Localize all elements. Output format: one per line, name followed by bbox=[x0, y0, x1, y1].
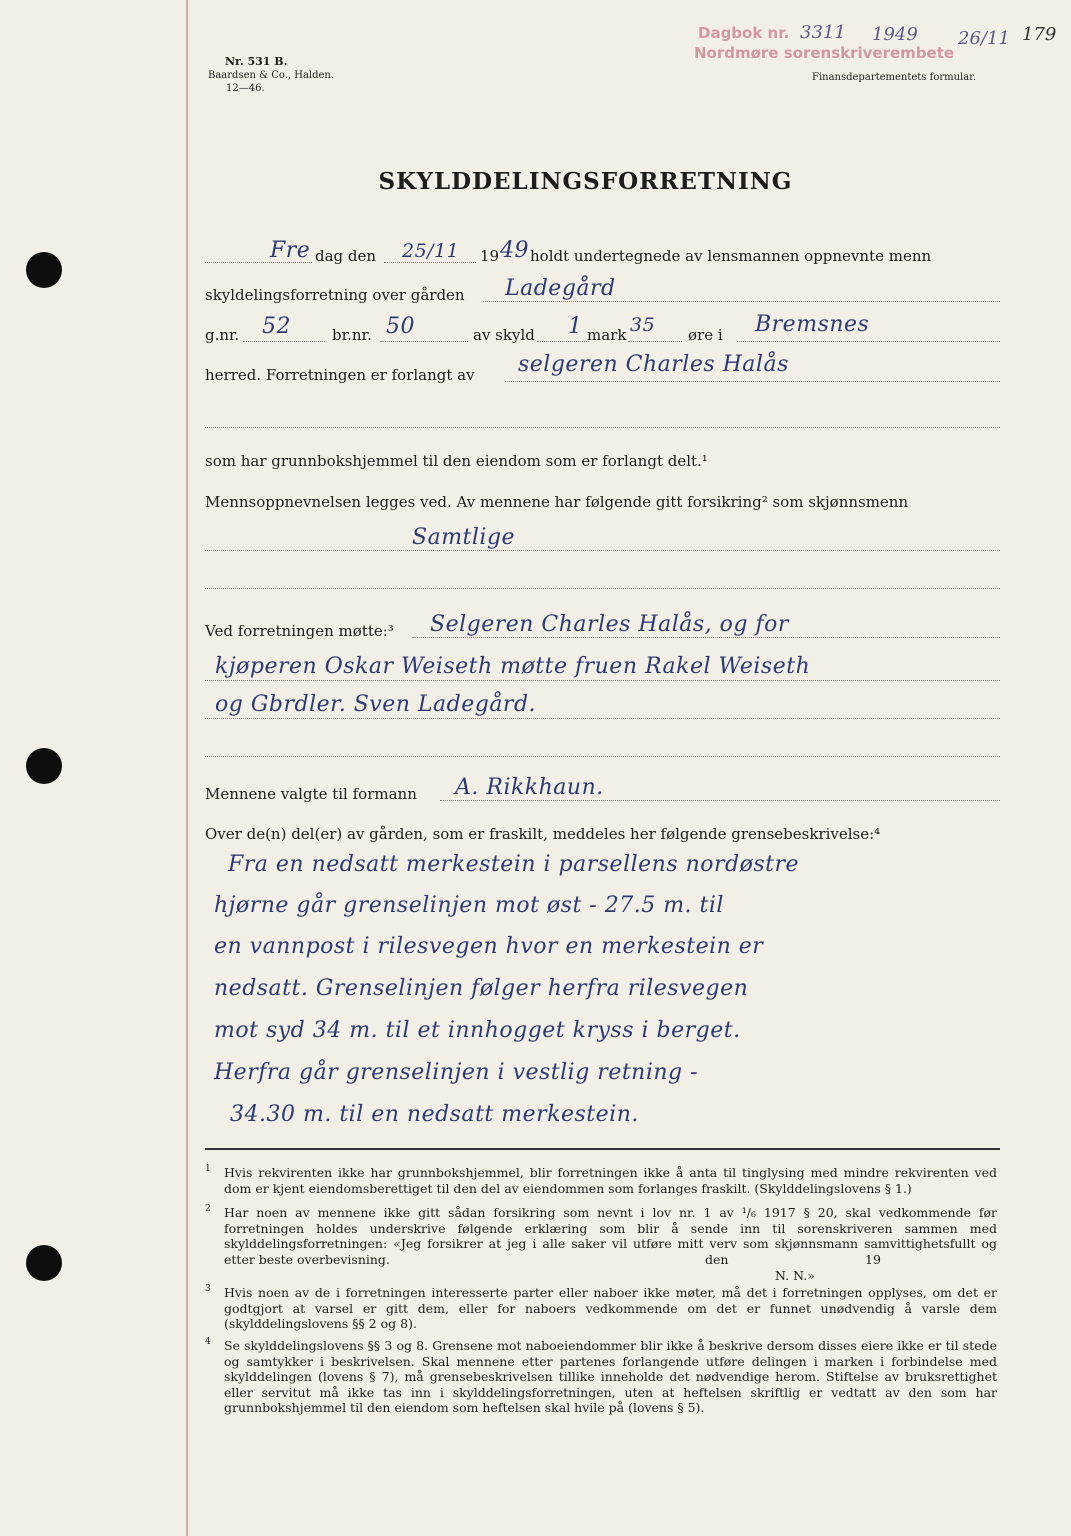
mark-field: 1 bbox=[568, 314, 583, 339]
footnote-number: 3 bbox=[205, 1284, 211, 1294]
boundary-line: Herfra går grenselinjen i vestlig retning - bbox=[214, 1060, 699, 1085]
footnote-text: Har noen av mennene ikke gitt sådan forsikring som nevnt i lov nr. 1 av ¹/₆ 1917 § 20, skal vedkommende før forretningen holdes underskrive følgende erklæring som blir å sende inn til sorenskriveren sammen med skylddelingsforretningen: «Jeg forsikrer at jeg i alle saker vil utføre mitt verv som skjønnsmann samvittighetsfullt og etter beste overbevisning. bbox=[224, 1205, 997, 1267]
attended-line-1: Selgeren Charles Halås, og for bbox=[430, 612, 789, 637]
punch-hole bbox=[26, 252, 62, 288]
footnote bbox=[205, 1165, 997, 1196]
footnote-nn: N. N.» bbox=[775, 1268, 815, 1283]
boundary-line: hjørne går grenselinjen mot øst - 27.5 m. til bbox=[214, 893, 724, 918]
footnote-rule bbox=[205, 1148, 1000, 1150]
punch-hole bbox=[26, 1245, 62, 1281]
year-field: 49 bbox=[500, 238, 529, 263]
grense-label: Over de(n) del(er) av gården, som er fraskilt, meddeles her følgende grensebeskrivelse:⁴ bbox=[205, 825, 881, 843]
footnote-den: den bbox=[705, 1252, 729, 1267]
ore-field: 35 bbox=[630, 314, 656, 336]
footnote bbox=[205, 1285, 997, 1332]
punch-hole bbox=[26, 748, 62, 784]
herred-label: herred. Forretningen er forlangt av bbox=[205, 366, 475, 384]
footnote-text: Se skylddelingslovens §§ 3 og 8. Grensene mot naboeiendommer blir ikke å beskrive dersom disses eiere ikke er til stede og samtykker i beskrivelsen. Skal mennene etter partenes forlangende utføre delingen i marken i forbindelse med skylddelingen (lovens § 7), må grensebeskrivelsen tillike inneholde det nødvendige herom. Stiftelse av bruksrettighet eller servitut må ikke tas inn i skylddelingsforretningen, uten at heftelsen skriftlig er vedtatt av den som har grunnbokshjemmel til den eiendom som heftelsen skal hvile på (lovens § 5). bbox=[224, 1338, 997, 1415]
form-number: Nr. 531 B. bbox=[225, 55, 288, 68]
date-field: 25/11 bbox=[402, 240, 460, 262]
stamp-year: 1949 bbox=[872, 24, 918, 45]
year-prefix: 19 bbox=[480, 247, 500, 265]
farm-name: Ladegård bbox=[505, 276, 616, 301]
holdt-text: holdt undertegnede av lensmannen oppnevnte menn bbox=[530, 247, 932, 265]
requested-by: selgeren Charles Halås bbox=[518, 352, 789, 377]
formann-label: Mennene valgte til formann bbox=[205, 785, 417, 803]
menn-text: Mennsoppnevnelsen legges ved. Av mennene har følgende gitt forsikring² som skjønnsmenn bbox=[205, 493, 909, 511]
gnr-field: 52 bbox=[262, 314, 291, 339]
boundary-line: mot syd 34 m. til et innhogget kryss i berget. bbox=[214, 1018, 741, 1043]
footnote-number: 4 bbox=[205, 1337, 211, 1347]
attended-line-3: og Gbrdler. Sven Ladegård. bbox=[215, 692, 537, 717]
margin-line bbox=[186, 0, 188, 1536]
footnote-text: Hvis rekvirenten ikke har grunnbokshjemmel, blir forretningen ikke å anta til tinglysing med mindre rekvirenten ved dom er kjent eiendomsberettiget til den del av eiendommen som forlanges fraskilt. (Skylddelingslovens § 1.) bbox=[224, 1165, 997, 1196]
boundary-line: 34.30 m. til en nedsatt merkestein. bbox=[230, 1102, 639, 1127]
footnote-number: 2 bbox=[205, 1204, 211, 1214]
stamp-line-2: Nordmøre sorenskriverembete bbox=[694, 44, 955, 62]
boundary-line: en vannpost i rilesvegen hvor en merkestein er bbox=[214, 934, 764, 959]
footnote-number: 1 bbox=[205, 1164, 211, 1174]
grunnbok-text: som har grunnbokshjemmel til den eiendom som er forlangt delt.¹ bbox=[205, 452, 708, 470]
mark-label: mark bbox=[587, 326, 627, 344]
attended-line-2: kjøperen Oskar Weiseth møtte fruen Rakel Weiseth bbox=[215, 654, 811, 679]
brnr-label: br.nr. bbox=[332, 326, 372, 344]
page-title: SKYLDDELINGSFORRETNING bbox=[378, 168, 793, 195]
print-date: 12—46. bbox=[226, 83, 265, 94]
brnr-field: 50 bbox=[386, 314, 415, 339]
printer: Baardsen & Co., Halden. bbox=[208, 70, 335, 81]
municipality: Bremsnes bbox=[755, 312, 870, 337]
footnote-text: Hvis noen av de i forretningen interesserte parter eller naboer ikke møter, må det i forretningen opplyses, om det er godtgjort at varsel er gitt dem, eller for naboers vedkommende om det er funnet unødvendig å varsle dem (skylddelingslovens §§ 2 og 8). bbox=[224, 1285, 997, 1331]
issuer: Finansdepartementets formular. bbox=[812, 72, 977, 83]
footnote bbox=[205, 1338, 997, 1416]
stamp-page: 179 bbox=[1022, 24, 1057, 45]
dag-den-label: dag den bbox=[315, 247, 377, 265]
footnote-19: 19 bbox=[865, 1252, 881, 1267]
stamp-date: 26/11 bbox=[958, 28, 1010, 49]
insurers: Samtlige bbox=[412, 525, 516, 550]
chairman: A. Rikkhaun. bbox=[455, 775, 604, 800]
stamp-number: 3311 bbox=[800, 22, 846, 43]
stamp-line-1: Dagbok nr. bbox=[698, 24, 790, 42]
boundary-line: Fra en nedsatt merkestein i parsellens nordøstre bbox=[228, 852, 800, 877]
av-skyld-label: av skyld bbox=[473, 326, 535, 344]
gnr-label: g.nr. bbox=[205, 326, 240, 344]
day-prefix: Fre bbox=[270, 238, 311, 263]
ore-label: øre i bbox=[688, 326, 723, 344]
motte-label: Ved forretningen møtte:³ bbox=[205, 622, 394, 640]
over-garden-label: skyldelingsforretning over gården bbox=[205, 286, 465, 304]
boundary-line: nedsatt. Grenselinjen følger herfra rilesvegen bbox=[214, 976, 749, 1001]
